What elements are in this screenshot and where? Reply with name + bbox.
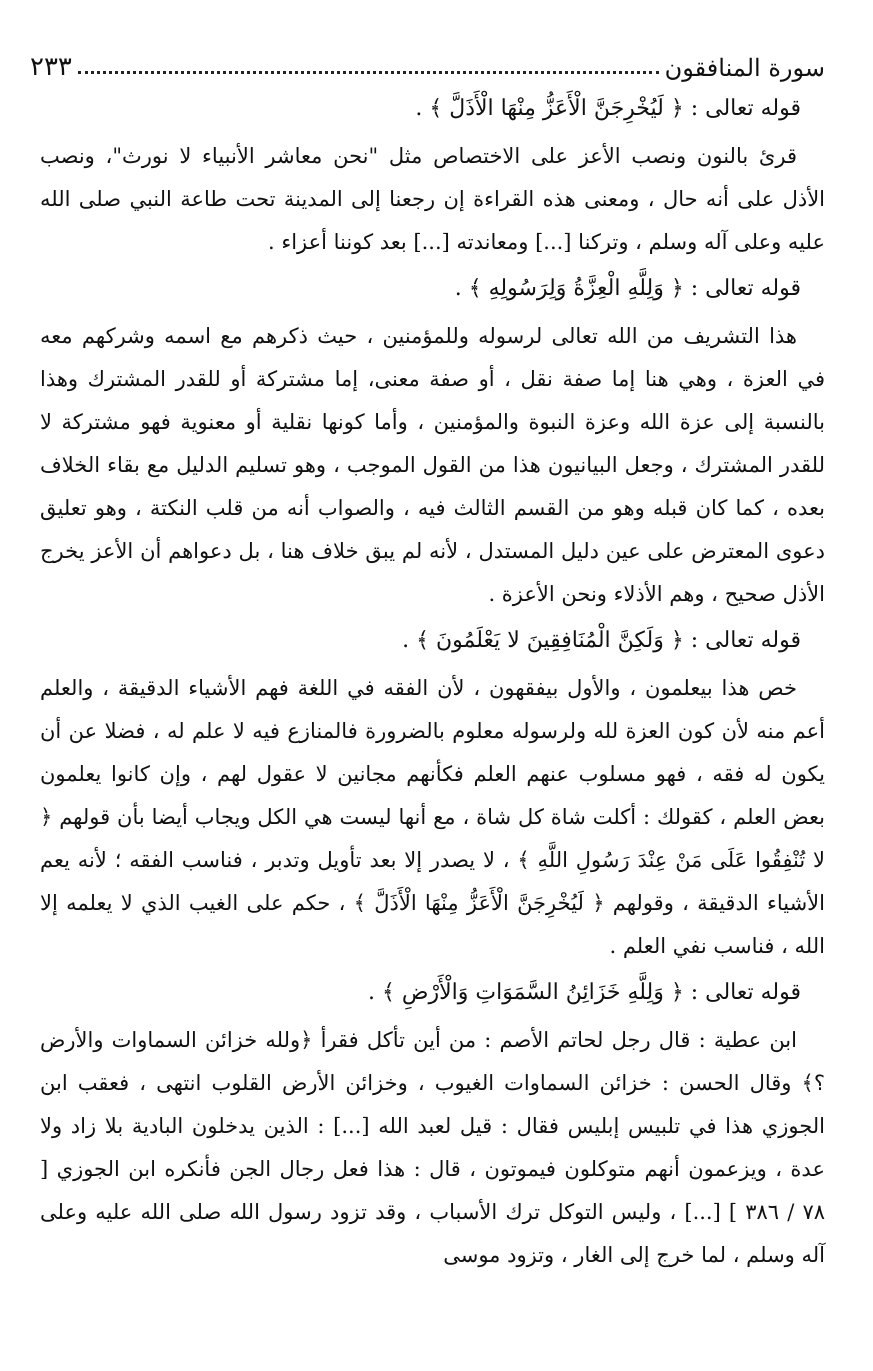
commentary-paragraph: قرئ بالنون ونصب الأعز على الاختصاص مثل "نحن معاشر الأنبياء لا نورث"، ونصب الأذل على أنه حال ، ومعنى هذه القراءة إن رجعنا إلى المدينة تحت طاعة النبي صلى الله عليه وعلى آله وسلم ، وتركنا [...] ومعاندته [...] بعد كوننا أعزاء . bbox=[40, 144, 825, 254]
page-body bbox=[40, 86, 825, 1279]
verse-heading: قوله تعالى : ﴿ وَلِلَّهِ الْعِزَّةُ وَلِرَسُولِهِ ﴾ . bbox=[454, 276, 801, 301]
verse-heading: قوله تعالى : ﴿ وَلَكِنَّ الْمُنَافِقِينَ لا يَعْلَمُونَ ﴾ . bbox=[402, 628, 801, 653]
surah-title: سورة المنافقون bbox=[664, 54, 825, 82]
commentary-paragraph: خص هذا بيعلمون ، والأول بيفقهون ، لأن الفقه في اللغة فهم الأشياء الدقيقة ، والعلم أعم منه لأن كون العزة لله ولرسوله معلوم بالضرورة فالمنازع فيه لا علم له ، فضلا عن أن يكون له فقه ، فهو مسلوب عنهم العلم فكأنهم مجانين لا عقول لهم ، وإن كانوا يعلمون بعض العلم ، كقولك : أكلت شاة كل شاة ، مع أنها ليست هي الكل ويجاب أيضا بأن قولهم ﴿ لا تُنْفِقُوا عَلَى مَنْ عِنْدَ رَسُولِ اللَّهِ ﴾ ، لا يصدر إلا بعد تأويل وتدبر ، فناسب الفقه ؛ لأنه يعم الأشياء الدقيقة ، وقولهم ﴿ لَيُخْرِجَنَّ الْأَعَزُّ مِنْهَا الْأَذَلَّ ﴾ ، حكم على الغيب الذي لا يعلمه إلا الله ، فناسب نفي العلم . bbox=[40, 676, 825, 958]
commentary-paragraph: هذا التشريف من الله تعالى لرسوله وللمؤمنين ، حيث ذكرهم مع اسمه وشركهم معه في العزة ، وهي هنا إما صفة نقل ، أو صفة معنى، إما مشتركة أو للقدر المشترك وهذا بالنسبة إلى عزة الله وعزة النبوة والمؤمنين ، وأما كونها نقلية أو معنوية فهو مشتركة لا للقدر المشترك ، وجعل البيانيون هذا من القول الموجب ، وهو تسليم الدليل مع بقاء الخلاف بعده ، كما كان قبله وهو من القسم الثالث فيه ، والصواب أنه من قلب النكتة ، وهو تعليق دعوى المعترض على عين دليل المستدل ، لأنه لم يبق خلاف هنا ، بل دعواهم أن الأعز يخرج الأذل صحيح ، وهم الأذلاء ونحن الأعزة . bbox=[40, 324, 826, 606]
commentary-paragraph: ابن عطية : قال رجل لحاتم الأصم : من أين تأكل فقرأ ﴿ولله خزائن السماوات والأرض ؟﴾ وقال الحسن : خزائن السماوات الغيوب ، وخزائن الأرض القلوب انتهى ، فعقب ابن الجوزي هذا في تلبيس إبليس فقال : قيل لعبد الله [...] : الذين يدخلون البادية بلا زاد ولا عدة ، ويزعمون أنهم متوكلون فيموتون ، قال : هذا فعل رجال الجن فأنكره ابن الجوزي [ ٧٨ / ٣٨٦ ] [...] ، وليس التوكل ترك الأسباب ، وقد تزود رسول الله صلى الله عليه وعلى آله وسلم ، لما خرج إلى الغار ، وتزود موسى bbox=[40, 1028, 825, 1267]
page-number: ٢٣٣ bbox=[30, 52, 72, 82]
page-header bbox=[30, 42, 825, 82]
header-dotted-leader bbox=[78, 71, 659, 74]
verse-heading: قوله تعالى : ﴿ لَيُخْرِجَنَّ الْأَعَزُّ مِنْهَا الْأَذَلَّ ﴾ . bbox=[415, 96, 801, 121]
verse-heading: قوله تعالى : ﴿ وَلِلَّهِ خَزَائِنُ السَّمَوَاتِ وَالْأَرْضِ ﴾ . bbox=[368, 980, 801, 1005]
